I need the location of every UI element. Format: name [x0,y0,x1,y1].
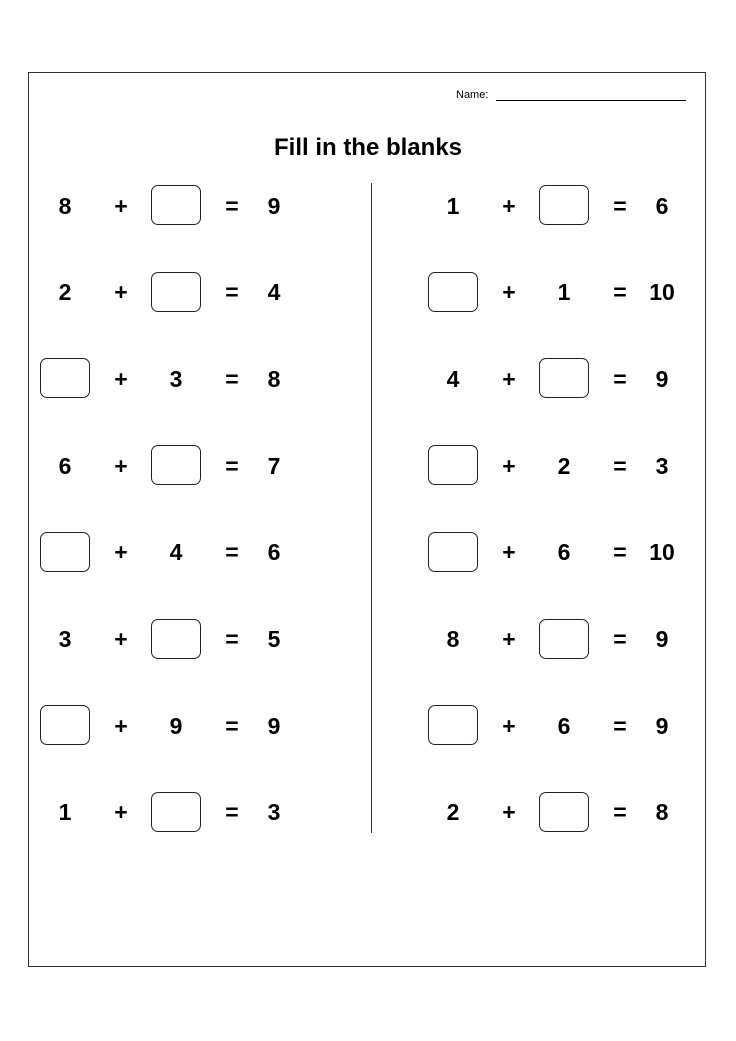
equals-sign: = [613,365,627,392]
equals-sign: = [225,192,239,219]
equation-row [426,184,726,228]
equals-sign: = [225,799,239,826]
plus-sign: + [114,192,128,219]
addend-value: 3 [169,365,183,392]
addend-value: 3 [58,626,72,652]
equals-sign: = [225,365,239,392]
equals-sign: = [225,626,239,652]
equation-row [426,618,726,662]
equation-row [38,618,338,662]
sum-value: 7 [267,452,281,479]
answer-box[interactable] [428,445,478,485]
plus-sign: + [114,712,128,739]
plus-sign: + [502,712,516,739]
sum-value: 9 [655,626,669,652]
equation-row [38,357,338,401]
addend-value: 1 [446,192,460,219]
equals-sign: = [225,539,239,566]
answer-box[interactable] [428,532,478,572]
equals-sign: = [613,192,627,219]
plus-sign: + [502,539,516,566]
answer-box[interactable] [539,185,589,225]
name-label: Name: [456,89,489,101]
addend-value: 4 [446,365,460,392]
sum-value: 8 [655,799,669,826]
addend-value: 8 [58,192,72,219]
sum-value: 9 [655,712,669,739]
addend-value: 9 [169,712,183,739]
sum-value: 9 [655,365,669,392]
plus-sign: + [114,626,128,652]
equation-row [38,184,338,228]
sum-value: 4 [267,279,281,306]
addend-value: 2 [58,279,72,306]
addend-value: 6 [58,452,72,479]
plus-sign: + [114,539,128,566]
equation-row [38,704,338,748]
plus-sign: + [502,365,516,392]
equals-sign: = [225,452,239,479]
sum-value: 10 [649,279,675,306]
addend-value: 2 [446,799,460,826]
sum-value: 9 [267,192,281,219]
answer-box[interactable] [151,619,201,659]
equation-row [38,444,338,488]
sum-value: 8 [267,365,281,392]
answer-box[interactable] [40,705,90,745]
equals-sign: = [613,539,627,566]
equation-row [38,531,338,575]
equation-row [426,357,726,401]
equals-sign: = [613,712,627,739]
answer-box[interactable] [151,272,201,312]
plus-sign: + [114,365,128,392]
equals-sign: = [613,799,627,826]
addend-value: 6 [557,539,571,566]
plus-sign: + [502,279,516,306]
equals-sign: = [225,712,239,739]
equation-row [426,704,726,748]
plus-sign: + [502,452,516,479]
plus-sign: + [114,799,128,826]
addend-value: 4 [169,539,183,566]
equation-row [426,531,726,575]
plus-sign: + [114,452,128,479]
equals-sign: = [613,452,627,479]
plus-sign: + [502,799,516,826]
sum-value: 6 [655,192,669,219]
sum-value: 3 [267,799,281,826]
answer-box[interactable] [539,358,589,398]
sum-value: 9 [267,712,281,739]
addend-value: 6 [557,712,571,739]
equation-row [426,444,726,488]
plus-sign: + [114,279,128,306]
addend-value: 1 [557,279,571,306]
plus-sign: + [502,192,516,219]
equation-row [426,271,726,315]
worksheet-title: Fill in the blanks [273,134,463,161]
plus-sign: + [502,626,516,652]
addend-value: 1 [58,799,72,826]
answer-box[interactable] [539,792,589,832]
sum-value: 5 [267,626,281,652]
answer-box[interactable] [428,705,478,745]
answer-box[interactable] [539,619,589,659]
answer-box[interactable] [40,358,90,398]
sum-value: 6 [267,539,281,566]
answer-box[interactable] [40,532,90,572]
sum-value: 10 [649,539,675,566]
sum-value: 3 [655,452,669,479]
answer-box[interactable] [151,792,201,832]
answer-box[interactable] [151,445,201,485]
equation-row [426,791,726,835]
addend-value: 2 [557,452,571,479]
addend-value: 8 [446,626,460,652]
equals-sign: = [613,279,627,306]
equals-sign: = [225,279,239,306]
answer-box[interactable] [428,272,478,312]
equals-sign: = [613,626,627,652]
equation-row [38,791,338,835]
answer-box[interactable] [151,185,201,225]
equation-row [38,271,338,315]
